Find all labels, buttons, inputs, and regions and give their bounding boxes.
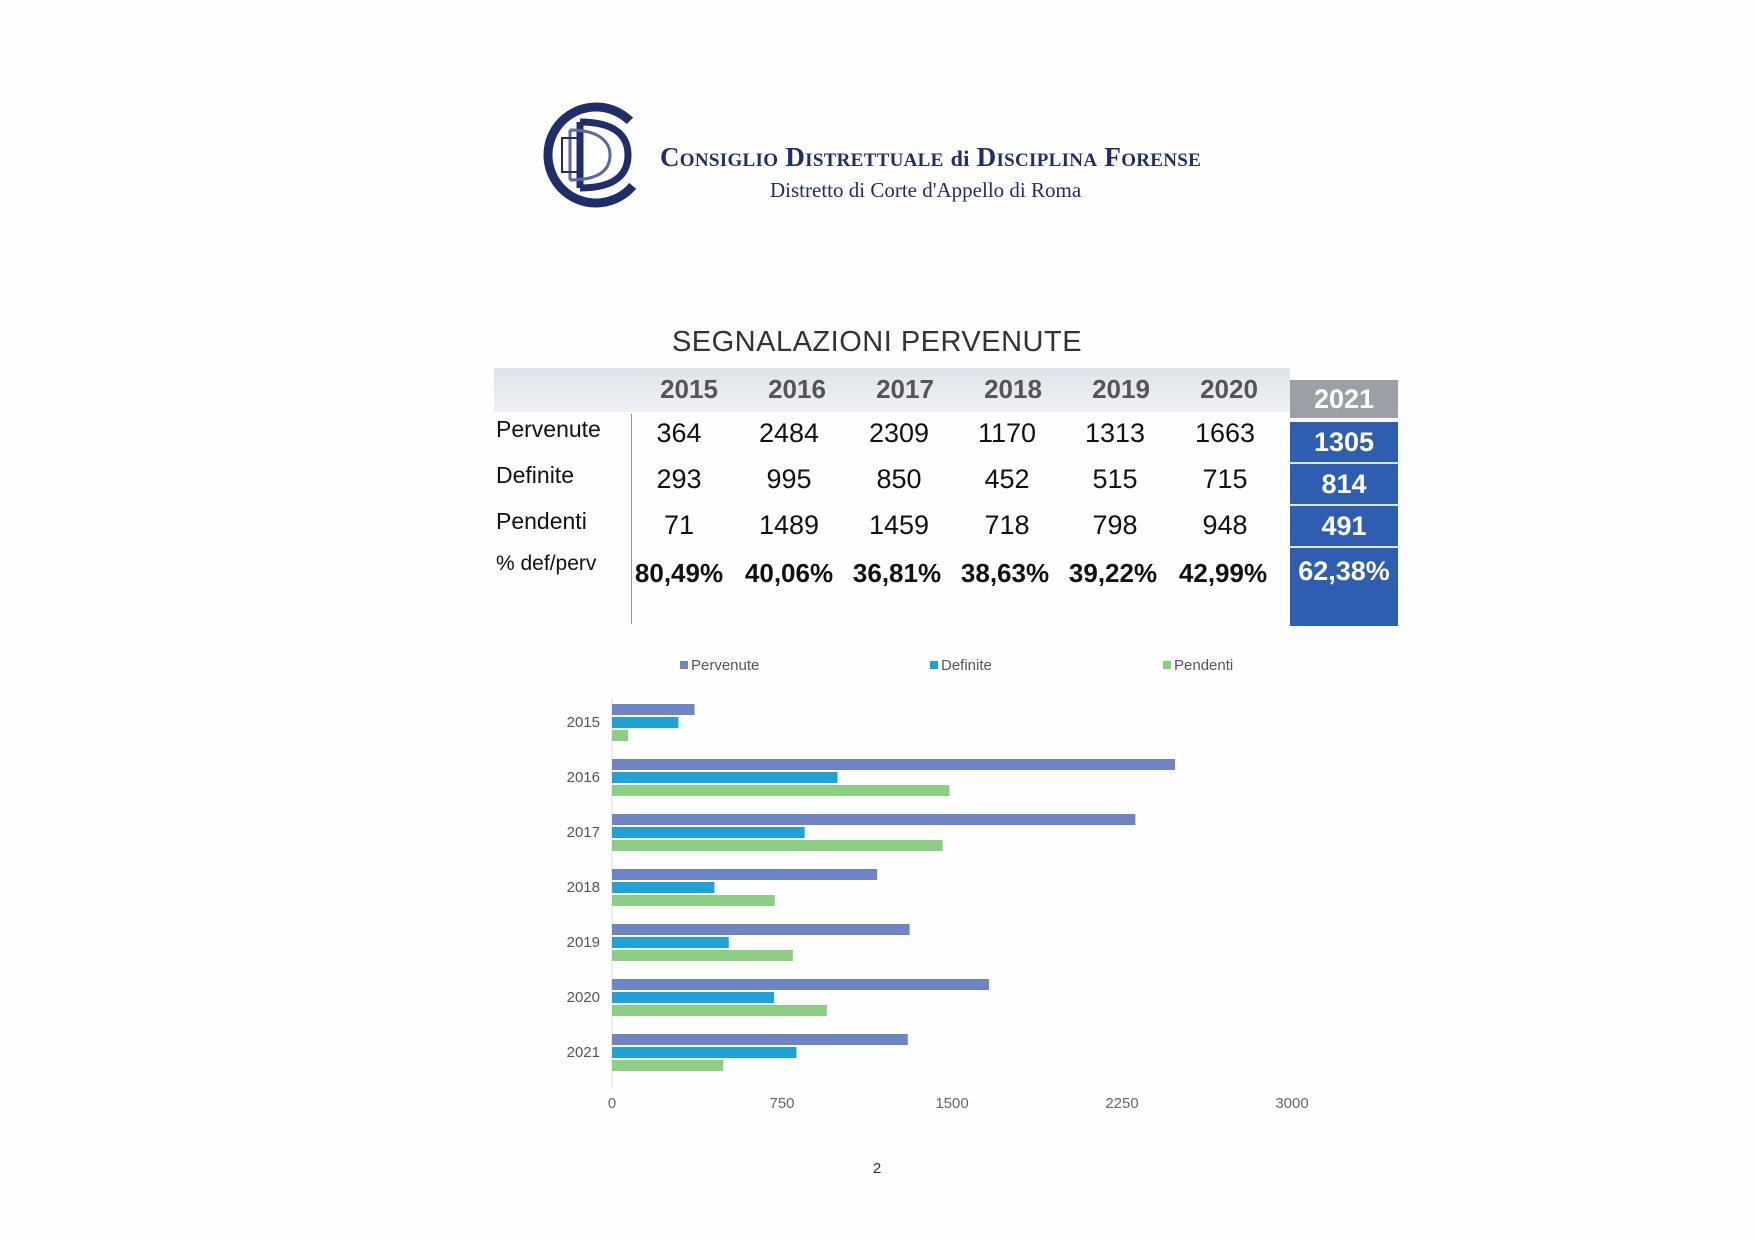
table-cell: 718 bbox=[984, 510, 1030, 540]
table-cell: 1313 bbox=[1084, 418, 1146, 448]
x-tick-label: 750 bbox=[769, 1095, 795, 1112]
bar-pendenti bbox=[612, 895, 775, 906]
bar-definite bbox=[612, 937, 729, 948]
table-cell: 42,99% bbox=[1178, 558, 1268, 588]
legend-label: Pendenti bbox=[1174, 657, 1234, 674]
table-cell: 948 bbox=[1202, 510, 1248, 540]
row-label: Pervenute bbox=[496, 416, 601, 442]
row-label: % def/perv bbox=[496, 552, 597, 575]
year-header: 2017 bbox=[876, 374, 934, 404]
category-label: 2016 bbox=[566, 769, 600, 786]
table-cell-highlight: 814 bbox=[1290, 464, 1398, 506]
bar-pendenti bbox=[612, 785, 950, 796]
bar-definite bbox=[612, 1047, 797, 1058]
bar-pervenute bbox=[612, 869, 877, 880]
table-cell-highlight: 1305 bbox=[1290, 422, 1398, 464]
bar-pendenti bbox=[612, 840, 943, 851]
table-cell: 1170 bbox=[977, 418, 1037, 448]
table-cell: 80,49% bbox=[634, 558, 724, 588]
table-cell: 715 bbox=[1202, 464, 1248, 494]
table-cell: 1489 bbox=[758, 510, 820, 540]
x-tick-label: 2250 bbox=[1105, 1095, 1139, 1112]
table-cell: 293 bbox=[656, 464, 702, 494]
table-cell: 40,06% bbox=[744, 558, 834, 588]
table-cell: 2484 bbox=[758, 418, 820, 448]
stats-table bbox=[494, 368, 1398, 632]
legend-swatch bbox=[1163, 661, 1171, 669]
table-cell: 798 bbox=[1092, 510, 1138, 540]
year-header: 2019 bbox=[1092, 374, 1150, 404]
table-cell: 850 bbox=[876, 464, 922, 494]
category-label: 2019 bbox=[566, 934, 600, 951]
bar-pervenute bbox=[612, 924, 910, 935]
table-cell: 71 bbox=[663, 510, 695, 540]
row-label: Pendenti bbox=[496, 508, 587, 534]
legend-swatch bbox=[680, 661, 688, 669]
bar-pendenti bbox=[612, 1060, 723, 1071]
bar-pervenute bbox=[612, 814, 1135, 825]
table-cell: 515 bbox=[1092, 464, 1138, 494]
legend-swatch bbox=[930, 661, 938, 669]
bar-pervenute bbox=[612, 704, 695, 715]
cdd-logo bbox=[540, 100, 650, 210]
bar-pervenute bbox=[612, 759, 1175, 770]
bar-pervenute bbox=[612, 979, 989, 990]
table-cell: 36,81% bbox=[852, 558, 942, 588]
bar-definite bbox=[612, 772, 838, 783]
category-label: 2021 bbox=[566, 1044, 600, 1061]
table-cell-highlight: 491 bbox=[1290, 506, 1398, 548]
table-cell: 39,22% bbox=[1068, 558, 1158, 588]
year-header: 2015 bbox=[660, 374, 718, 404]
table-title: SEGNALAZIONI PERVENUTE bbox=[671, 326, 1083, 358]
category-label: 2017 bbox=[566, 824, 600, 841]
bar-definite bbox=[612, 717, 678, 728]
table-cell: 364 bbox=[656, 418, 702, 448]
legend-label: Definite bbox=[941, 657, 992, 674]
bar-pervenute bbox=[612, 1034, 908, 1045]
bar-pendenti bbox=[612, 730, 628, 741]
x-tick-label: 1500 bbox=[935, 1095, 969, 1112]
category-label: 2018 bbox=[566, 879, 600, 896]
table-cell: 38,63% bbox=[960, 558, 1050, 588]
table-cell-highlight: 62,38% bbox=[1290, 548, 1398, 626]
table-cell: 452 bbox=[984, 464, 1030, 494]
bar-pendenti bbox=[612, 950, 793, 961]
legend-label: Pervenute bbox=[691, 657, 760, 674]
category-label: 2020 bbox=[566, 989, 600, 1006]
bar-definite bbox=[612, 882, 714, 893]
row-label: Definite bbox=[496, 462, 574, 488]
org-subtitle: Distretto di Corte d'Appello di Roma bbox=[770, 178, 1082, 202]
bar-definite bbox=[612, 827, 805, 838]
page-number: 2 bbox=[872, 1160, 882, 1177]
year-header: 2018 bbox=[984, 374, 1042, 404]
bar-definite bbox=[612, 992, 774, 1003]
x-tick-label: 3000 bbox=[1275, 1095, 1309, 1112]
table-cell: 1663 bbox=[1194, 418, 1256, 448]
org-title: Consiglio Distrettuale di Disciplina Forense bbox=[660, 142, 1202, 172]
year-header-highlight: 2021 bbox=[1290, 380, 1398, 418]
category-label: 2015 bbox=[566, 714, 600, 731]
table-cell: 995 bbox=[766, 464, 812, 494]
x-tick-label: 0 bbox=[607, 1095, 617, 1112]
year-header: 2020 bbox=[1200, 374, 1258, 404]
bar-pendenti bbox=[612, 1005, 827, 1016]
table-cell: 2309 bbox=[868, 418, 930, 448]
year-header: 2016 bbox=[768, 374, 826, 404]
table-cell: 1459 bbox=[868, 510, 930, 540]
